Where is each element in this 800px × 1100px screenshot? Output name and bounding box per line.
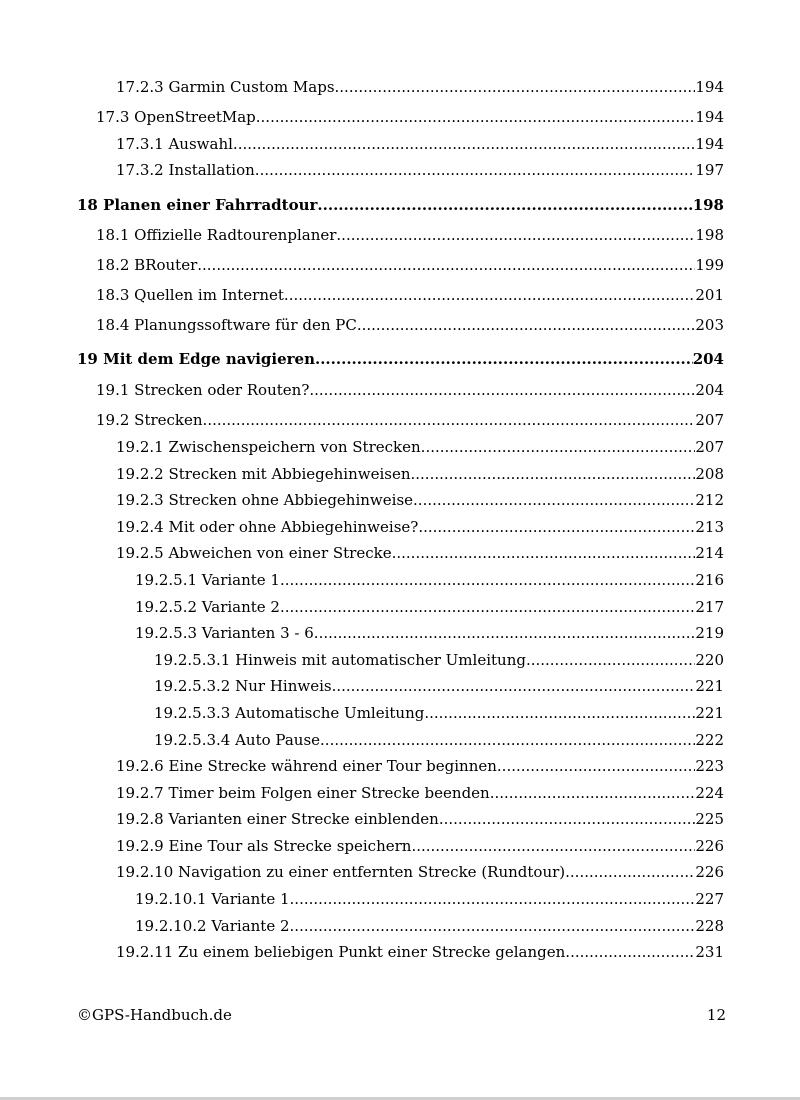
toc-dot-leader [336, 224, 695, 246]
toc-entry-title: 19.2 Strecken [96, 411, 203, 429]
toc-dot-leader [255, 159, 696, 181]
toc-entry-page: 212 [695, 491, 724, 509]
toc-entry-17-3 [0, 106, 724, 128]
toc-dot-leader [424, 702, 695, 724]
toc-dot-leader [335, 76, 696, 98]
toc-entry-19-2-9 [0, 835, 724, 857]
toc-dot-leader [309, 379, 695, 401]
toc-entry-19-2-10-1 [0, 888, 724, 910]
toc-entry-page: 201 [695, 286, 724, 304]
toc-entry-page: 214 [695, 544, 724, 562]
toc-entry-title: 18.2 BRouter [96, 256, 198, 274]
toc-entry-page: 207 [695, 411, 724, 429]
toc-dot-leader [256, 106, 696, 128]
toc-entry-title: 19.2.3 Strecken ohne Abbiegehinweise [116, 491, 414, 509]
toc-dot-leader [280, 569, 695, 591]
toc-entry-19-2-4 [0, 516, 724, 538]
toc-entry-page: 194 [695, 78, 724, 96]
toc-entry-page: 231 [695, 943, 724, 961]
toc-dot-leader [357, 314, 696, 336]
toc-entry-title: 19.1 Strecken oder Routen? [96, 381, 310, 399]
toc-entry-page: 198 [695, 226, 724, 244]
toc-entry-page: 220 [695, 651, 724, 669]
toc-dot-leader [565, 941, 695, 963]
toc-entry-page: 194 [695, 108, 724, 126]
toc-dot-leader [197, 254, 695, 276]
toc-chapter-title: 18 Planen einer Fahrradtour [77, 196, 318, 214]
toc-dot-leader [332, 675, 696, 697]
toc-chapter-page: 198 [692, 196, 724, 214]
toc-dot-leader [203, 409, 696, 431]
toc-entry-17-3-2 [0, 159, 724, 181]
toc-entry-page: 213 [695, 518, 724, 536]
toc-entry-title: 17.3 OpenStreetMap [96, 108, 256, 126]
toc-dot-leader [315, 348, 693, 370]
toc-entry-17-2-3 [0, 76, 724, 98]
toc-dot-leader [314, 622, 696, 644]
toc-dot-leader [320, 729, 695, 751]
toc-entry-19-2-11 [0, 941, 724, 963]
toc-dot-leader [411, 835, 695, 857]
toc-dot-leader [280, 596, 695, 618]
toc-dot-leader [317, 194, 692, 216]
toc-entry-page: 228 [695, 917, 724, 935]
toc-entry-title: 18.1 Offizielle Radtourenplaner [96, 226, 337, 244]
toc-entry-title: 19.2.7 Timer beim Folgen einer Strecke beenden [116, 784, 490, 802]
toc-chapter-page: 204 [692, 350, 724, 368]
toc-entry-page: 227 [695, 890, 724, 908]
toc-dot-leader [290, 888, 696, 910]
toc-entry-title: 19.2.4 Mit oder ohne Abbiegehinweise? [116, 518, 419, 536]
toc-entry-title: 19.2.5.1 Variante 1 [135, 571, 280, 589]
toc-entry-title: 19.2.5.3.4 Auto Pause [154, 731, 321, 749]
toc-entry-title: 19.2.5.3.2 Nur Hinweis [154, 677, 332, 695]
toc-dot-leader [497, 755, 695, 777]
toc-entry-title: 19.2.5.3.3 Automatische Umleitung [154, 704, 425, 722]
toc-entry-19-2-3 [0, 489, 724, 511]
toc-dot-leader [418, 516, 695, 538]
toc-dot-leader [526, 649, 695, 671]
toc-entry-19-2-2 [0, 463, 724, 485]
toc-entry-title: 18.3 Quellen im Internet [96, 286, 284, 304]
toc-entry-page: 226 [695, 863, 724, 881]
toc-entry-19-2-1 [0, 436, 724, 458]
toc-entry-page: 223 [695, 757, 724, 775]
toc-entry-19-1 [0, 379, 724, 401]
footer-copyright: ©GPS-Handbuch.de [77, 1006, 232, 1024]
toc-entry-title: 19.2.9 Eine Tour als Strecke speichern [116, 837, 412, 855]
toc-entry-title: 19.2.8 Varianten einer Strecke einblenden [116, 810, 439, 828]
toc-entry-19-2-5-2 [0, 596, 724, 618]
toc-entry-19-2-10-2 [0, 915, 724, 937]
toc-entry-page: 219 [695, 624, 724, 642]
toc-entry-page: 194 [695, 135, 724, 153]
toc-entry-page: 226 [695, 837, 724, 855]
toc-entry-page: 207 [695, 438, 724, 456]
toc-entry-title: 19.2.5.3 Varianten 3 - 6 [135, 624, 314, 642]
toc-entry-17-3-1 [0, 133, 724, 155]
toc-dot-leader [290, 915, 696, 937]
toc-entry-title: 19.2.5.2 Variante 2 [135, 598, 280, 616]
toc-entry-page: 221 [695, 704, 724, 722]
toc-entry-19-2-5 [0, 542, 724, 564]
toc-entry-19-2-5-3-2 [0, 675, 724, 697]
toc-entry-19-2-5-3-3 [0, 702, 724, 724]
toc-entry-page: 203 [695, 316, 724, 334]
toc-entry-page: 225 [695, 810, 724, 828]
toc-entry-page: 217 [695, 598, 724, 616]
toc-entry-19-2-5-3-4 [0, 729, 724, 751]
toc-entry-title: 17.3.1 Auswahl [116, 135, 233, 153]
toc-chapter-18 [0, 194, 724, 216]
toc-entry-19-2-10 [0, 861, 724, 883]
toc-entry-19-2-5-3 [0, 622, 724, 644]
toc-entry-19-2-6 [0, 755, 724, 777]
toc-chapter-title: 19 Mit dem Edge navigieren [77, 350, 315, 368]
toc-entry-page: 204 [695, 381, 724, 399]
toc-entry-page: 224 [695, 784, 724, 802]
toc-entry-18-3 [0, 284, 724, 306]
toc-entry-title: 19.2.5 Abweichen von einer Strecke [116, 544, 392, 562]
toc-entry-19-2-5-3-1 [0, 649, 724, 671]
toc-chapter-19 [0, 348, 724, 370]
toc-entry-19-2-7 [0, 782, 724, 804]
toc-dot-leader [421, 436, 696, 458]
toc-entry-page: 216 [695, 571, 724, 589]
toc-dot-leader [284, 284, 695, 306]
toc-entry-page: 199 [695, 256, 724, 274]
footer-page-number: 12 [706, 1006, 726, 1024]
toc-entry-19-2-5-1 [0, 569, 724, 591]
toc-dot-leader [411, 463, 696, 485]
toc-entry-title: 17.3.2 Installation [116, 161, 255, 179]
toc-dot-leader [490, 782, 696, 804]
toc-entry-title: 19.2.6 Eine Strecke während einer Tour beginnen [116, 757, 497, 775]
toc-entry-page: 197 [695, 161, 724, 179]
toc-dot-leader [439, 808, 696, 830]
toc-entry-page: 221 [695, 677, 724, 695]
toc-entry-page: 222 [695, 731, 724, 749]
toc-entry-title: 19.2.10 Navigation zu einer entfernten Strecke (Rundtour) [116, 863, 566, 881]
toc-entry-title: 19.2.10.2 Variante 2 [135, 917, 290, 935]
toc-entry-title: 19.2.5.3.1 Hinweis mit automatischer Umleitung [154, 651, 526, 669]
toc-entry-18-1 [0, 224, 724, 246]
toc-entry-18-2 [0, 254, 724, 276]
toc-entry-18-4 [0, 314, 724, 336]
toc-entry-title: 18.4 Planungssoftware für den PC [96, 316, 357, 334]
toc-entry-19-2 [0, 409, 724, 431]
toc-dot-leader [233, 133, 695, 155]
toc-entry-19-2-8 [0, 808, 724, 830]
toc-dot-leader [413, 489, 695, 511]
toc-dot-leader [392, 542, 696, 564]
toc-entry-title: 17.2.3 Garmin Custom Maps [116, 78, 335, 96]
toc-entry-title: 19.2.1 Zwischenspeichern von Strecken [116, 438, 421, 456]
toc-entry-title: 19.2.2 Strecken mit Abbiegehinweisen [116, 465, 411, 483]
toc-dot-leader [565, 861, 695, 883]
toc-entry-page: 208 [695, 465, 724, 483]
toc-entry-title: 19.2.10.1 Variante 1 [135, 890, 290, 908]
toc-entry-title: 19.2.11 Zu einem beliebigen Punkt einer Strecke gelangen [116, 943, 566, 961]
